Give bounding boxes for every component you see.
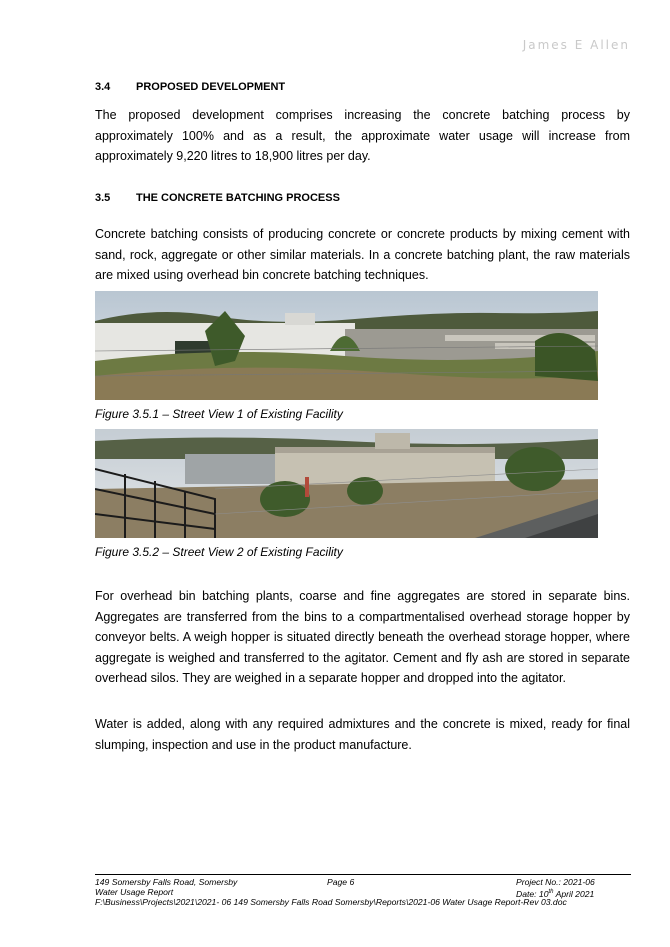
- street-view-photo-1: [95, 291, 598, 400]
- section-number: 3.4: [95, 81, 111, 93]
- footer-address: 149 Somersby Falls Road, Somersby: [95, 877, 238, 887]
- section-3-4-body: The proposed development comprises increasing the concrete batching process by approximately 100% and as a result, the approximate water usage will increase from approximately 9,220 litres to 18,900 litres per day.: [95, 108, 630, 164]
- figure-caption-1: Figure 3.5.1 – Street View 1 of Existing Facility: [95, 407, 343, 421]
- section-heading-3-5: [95, 192, 340, 204]
- section-number: 3.5: [95, 192, 111, 204]
- batching-description-paragraph: For overhead bin batching plants, coarse and fine aggregates are stored in separate bins. Aggregates are transferred from the bins to a compartmentalised overhead storage hopper by conveyor belts. A weigh hopper is situated directly beneath the overhead storage hopper, where aggregate is weighed and transferred to the agitator. Cement and fly ash are stored in separate overhead silos. They are weighed in a separate hopper and dropped into the agitator.: [95, 589, 630, 686]
- footer-project-number: Project No.: 2021-06: [516, 877, 595, 887]
- water-admixture-paragraph: Water is added, along with any required admixtures and the concrete is mixed, ready for final slumping, inspection and use in the product manufacture.: [95, 717, 630, 752]
- footer-date-month-year: April 2021: [553, 888, 595, 899]
- footer-page-number: Page 6: [327, 877, 355, 887]
- section-title: THE CONCRETE BATCHING PROCESS: [136, 192, 340, 204]
- footer-report-title: Water Usage Report: [95, 887, 174, 897]
- section-3-5-body: Concrete batching consists of producing concrete or concrete products by mixing cement with sand, rock, aggregate or other similar materials. In a concrete batching plant, the raw materials are mixed using overhead bin concrete batching techniques.: [95, 227, 630, 283]
- footer-date-prefix: Date: 10: [516, 888, 549, 899]
- footer-divider: [95, 874, 631, 875]
- section-heading-3-4: [95, 81, 285, 93]
- footer-date-suffix-sup: th: [548, 889, 554, 895]
- section-title: PROPOSED DEVELOPMENT: [136, 81, 286, 93]
- footer-file-path: F:\Business\Projects\2021\2021- 06 149 Somersby Falls Road Somersby\Reports\2021-06 Water Usage Report-Rev 03.doc: [95, 897, 567, 907]
- company-logo-text: James E Allen: [522, 38, 630, 52]
- figure-caption-2: Figure 3.5.2 – Street View 2 of Existing Facility: [95, 545, 343, 559]
- street-view-photo-2: [95, 429, 598, 538]
